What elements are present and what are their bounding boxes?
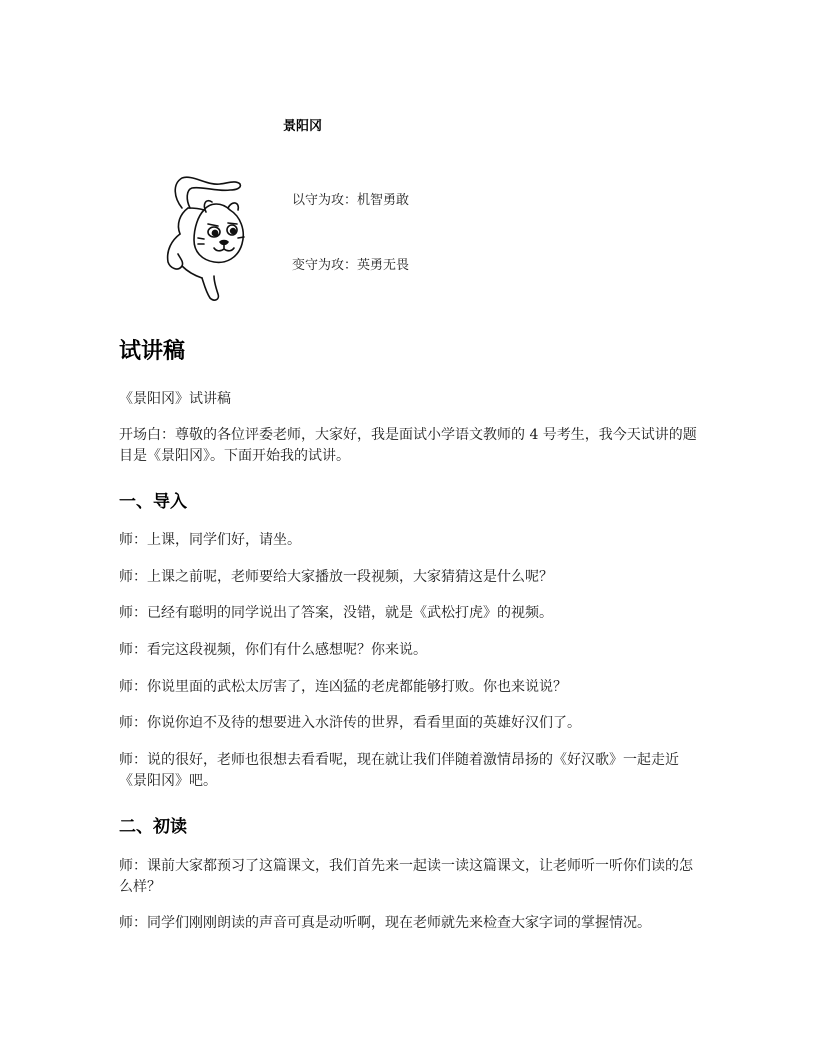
paragraph: 师：已经有聪明的同学说出了答案，没错，就是《武松打虎》的视频。 <box>119 605 553 621</box>
figure-title: 景阳冈 <box>283 119 323 134</box>
paragraph: 师：上课，同学们好，请坐。 <box>119 532 301 548</box>
paragraph: 师：你说你迫不及待的想要进入水浒传的世界，看看里面的英雄好汉们了。 <box>119 715 581 731</box>
tiger-illustration <box>158 168 248 302</box>
paragraph: 师：上课之前呢，老师要给大家播放一段视频，大家猜猜这是什么呢？ <box>119 569 553 585</box>
paragraph: 师：说的很好，老师也很想去看看呢，现在就让我们伴随着激情昂扬的《好汉歌》一起走近《景阳冈》吧。 <box>119 752 679 789</box>
document-title: 试讲稿 <box>119 339 186 364</box>
section-heading-intro: 一、导入 <box>119 492 187 512</box>
document-subtitle: 《景阳冈》试讲稿 <box>119 391 231 407</box>
figure-caption-1: 以守为攻：机智勇敢 <box>292 193 410 208</box>
figure-caption-2: 变守为攻：英勇无畏 <box>292 258 410 273</box>
paragraph: 师：你说里面的武松太厉害了，连凶猛的老虎都能够打败。你也来说说？ <box>119 679 567 695</box>
paragraph: 师：同学们刚刚朗读的声音可真是动听啊，现在老师就先来检查大家字词的掌握情况。 <box>119 915 651 931</box>
opening-paragraph: 开场白：尊敬的各位评委老师，大家好，我是面试小学语文教师的 4 号考生，我今天试讲的题目是《景阳冈》。下面开始我的试讲。 <box>119 427 697 464</box>
section-heading-first-reading: 二、初读 <box>119 817 187 837</box>
paragraph: 师：课前大家都预习了这篇课文，我们首先来一起读一读这篇课文，让老师听一听你们读的怎么样？ <box>119 858 693 895</box>
paragraph: 师：看完这段视频，你们有什么感想呢？你来说。 <box>119 642 427 658</box>
